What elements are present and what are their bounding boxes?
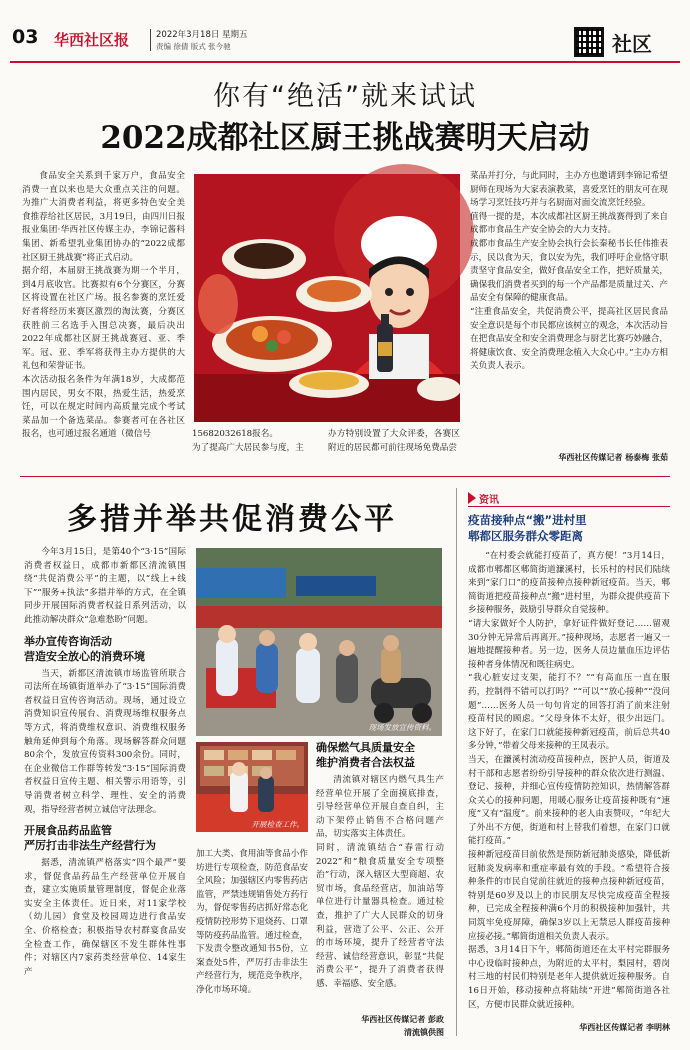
article1-col4: 菜品并打分，与此同时，主办方也邀请到李锦记希望厨师在现场为大家表演教菜，喜爱烹饪的朋友可在现场学习烹饪技巧并与名厨面对面交流烹饪经验。 值得一提的是，本次成都社区厨王挑战赛得到了来自成都市食品生产安全协会的大力支持。 成都市食品生产安全协会执行会长秦秘书长任伟推表示，民以食为天，食以安为先，我们呼吁企业恪守职责坚守食品安全，做好食品安全工作，把好质量关，确保我们消费者买到的每一个产品都是质量过关、产品安全有保障的健康食品。 “注重食品安全，共促消费公平，提高社区居民食品安全意识是每个市民都应该树立的观念，本次活动旨在把食品安全和安全消费理念与厨艺比赛巧妙融合，将健康饮食、安全消费理念植入大众心中。”主办方相关负责人表示。: [470, 171, 668, 372]
sidebar-tag-label: 资讯: [479, 494, 499, 506]
page-header: [0, 0, 690, 62]
photo-consultation: [196, 548, 442, 736]
paper-name: 华西社区报: [54, 31, 130, 49]
article2-col-left: 今年3月15日，是第40个“3·15”国际消费者权益日，成都市新都区清流镇围绕“共促消费公平”的主题，以“线上+线下”“服务+执法”多措并举的方式，在全镇同步开展国际消费者权益日系列活动，以此推动解决群众“急难愁盼”问题。 举办宣传咨询活动 营造安全放心的消费环境 当天，新都区清流镇市场监管所联合司法所在场镇街道举办了“3·15”国际消费者权益日宣传咨询活动。现场，通过设立消费知识宣传展台、消费现场维权服务点等方式，将消费维权意识、消费维权服务触角延伸到每个角落。现场解答群众问题80余个，发放宣传资料300余份。同时，在企业微信工作群等转发“3·15”国际消费者权益日宣传主题、相关警示用语等，引导消费者树立科学、理性、安全的消费观，指导经营者树立诚信守法理念。 开展食品药品监管 严厉打击非法生产经营行为 据悉，清流镇严格落实“四个最严”要求，督促食品药品生产经营单位开展自查，建立实施质量管理制度，督促企业落实安全主体责任。近日来，对11家学校（幼儿园）食堂及校园周边进行食品安全、价格检查；积极指导农村群宴食品安全检查工作，确保辖区不发生群体性事件；对辖区内7家药类经营单位、14家生产: [24, 547, 186, 977]
cook-illustration: [194, 174, 460, 422]
article1-kicker: 你有“绝活”就来试试: [213, 81, 477, 112]
article1-credit: 华西社区传媒记者 杨泰梅 张茹: [558, 452, 668, 462]
article2-credit1: 华西社区传媒记者 彭政: [361, 1014, 444, 1024]
sidebar-tag: [468, 491, 499, 505]
article1-col3: 办方特别设置了大众评委，各赛区附近的居民都可前往现场免费品尝: [328, 429, 460, 453]
issue-date: 2022年3月18日 星期五: [156, 30, 248, 40]
qr-code: [574, 27, 604, 57]
header-rule: [10, 61, 680, 63]
section-label: 社区: [612, 32, 652, 56]
cook-illustration-art: [194, 174, 460, 422]
article2-col-mid: 加工大类、食用油等食品小作坊进行专项检查，防范食品安全风险；加强辖区内零售药店监管，严禁违规销售处方药行为，督促零售药店抓好常态化疫情防控形势下退烧药、口罩等防疫药品监管。通过检查，下发责令整改通知书5份，立案查处5件，严厉打击非法生产经营行为，规范竞争秩序，净化市场环境。: [196, 849, 308, 995]
header-divider: [150, 29, 151, 51]
article2-col-right: 确保燃气具质量安全 维护消费者合法权益 清流镇对辖区内燃气具生产经营单位开展了全面摸底排查，引导经营单位开展自查自纠，主动下架停止销售不合格问题产品，切实落实主体责任。 同时，清流镇结合“春雷行动2022”和“粮食质量安全专项整治”行动，深入辖区大型商超、农贸市场，食品经营店，加油站等单位进行计量器具检查。通过检查，推护了广大人民群众的切身利益，营造了公平、公正、公开的市场环境，提升了经营者守法经营、诚信经营意识，彰显“共促消费公平”，提升了消费者获得感、幸福感、安全感。: [316, 741, 444, 989]
section-rule: [20, 476, 670, 477]
sidebar-headline: 疫苗接种点“搬”进村里 郫都区服务群众零距离: [468, 513, 587, 543]
article2-credit2: 清流镇供图: [404, 1027, 444, 1037]
sidebar-body: “在村委会就能打疫苗了，真方便！”3月14日，成都市郫都区郫简街道濂溪村，长乐村的村民们陆续来到“家门口”的疫苗接种点接种新冠疫苗。当天，郫简街道把疫苗接种点“搬”进村里，为群众提供疫苗下乡接种服务，鼓励引导群众自觉接种。 “请大家做好个人防护，拿好证件做好登记……留观30分钟无异常后再离开。”接种现场，志愿者一遍又一遍地提醒接种者。另一边，医务人员边量血压边评估接种者身体情况和既往病史。 “我心脏安过支架，能打不？”“有高血压一直在服药，控制得不错可以打吗？”“可以”“放心接种”“没问题”……医务人员一句句肯定的回答打消了前来注射疫苗村民的顾虑。“父母身体不太好，很少出远门。这下好了，在家门口就能接种新冠疫苗，前后总共40多分钟，”带着父母来接种的王凤表示。 当天，在濂溪村流动疫苗接种点，医护人员，街道及村干部和志愿者纷纷引导接种的群众依次进行测温、登记、接种，并细心宣传疫情防控知识，热情解答群众关心的接种问题，用暖心服务让疫苗接种既有“速度”又有“温度”。前来接种的老人由衷赞叹，“年纪大了外出不方便，街道和村上替我们着想，在家门口就能打疫苗。” 接种新冠疫苗目前依然是预防新冠肺炎感染，降低新冠肺炎发病率和重症率最有效的手段。“希望符合接种条件的市民自觉前往就近的接种点接种新冠疫苗，特别是60岁及以上的市民朋友尽快完成疫苗全程接种，已完成全程接种满6个月的积极接种加强针，共同筑牢免疫屏障，确保3岁以上无禁忌人群疫苗接种应接必接。”郫简街道相关负责人表示。 据悉，3月14日下午，郫简街道还在太平村完群服务中心设临时接种点，为附近的太平村，梨园村，碧岗村三地的村民们特别是老年人提供就近接种服务。自16日开始，移动接种点将陆续“开进”郫简街道各社区，方便市民群众就近接种。: [468, 551, 670, 1010]
article1-headline: 2022成都社区厨王挑战赛明天启动: [100, 120, 590, 156]
article2-headline: 多措并举共促消费公平: [67, 502, 397, 537]
article1-col2: 15682032618报名。 为了提高广大居民参与度，主: [192, 429, 304, 453]
subheading-gas: 确保燃气具质量安全 维护消费者合法权益: [316, 741, 415, 769]
sidebar-divider: [456, 488, 457, 1036]
editors: 责编 徐倩 版式 张今驰: [156, 42, 231, 51]
consultation-photo-art: [196, 548, 442, 736]
subheading-consult: 举办宣传咨询活动 营造安全放心的消费环境: [24, 634, 145, 663]
photo-inspection-caption: 开展检查工作。: [251, 820, 304, 829]
article1-col1: 食品安全关系到千家万户，食品安全消费一直以来也是大众重点关注的问题。为推广大消费者利益，将更多特色安全美食推荐给社区居民，3月19日，由四川日报报业集团·华西社区传媒主办，李锦记酱料集团、新希望乳业集团协办的“2022成都社区厨王挑战赛”将正式启动。 据介绍，本届厨王挑战赛为期一个半月，到4月底收官。比赛拟有6个分赛区，分赛区将设置在社区广场。报名参赛的烹饪爱好者将经历来赛区激烈的淘汰赛，分赛区获胜前三名选手入围总决赛，最后决出2022年成都社区厨王挑战赛冠、亚、季军。冠、亚、季军将获得主办方提供的大礼包和荣誉证书。 本次活动报名条件为年满18岁，大成都范围内居民，男女不限，热爱生活，热爱烹饪，可以在规定时间内高质量完成个考试菜品加一个备选菜品。参赛者可在各社区报名，也可通过报名通道（微信号: [22, 171, 185, 440]
photo-inspection: [196, 742, 308, 832]
photo-consultation-caption: 现场发放宣传资料。: [368, 723, 436, 732]
sidebar-tag-mark: [468, 492, 476, 504]
sidebar-tag-rule: [468, 506, 670, 507]
subheading-food-drug: 开展食品药品监管 严厉打击非法生产经营行为: [24, 824, 156, 853]
sidebar-credit: 华西社区传媒记者 李明林: [579, 1022, 670, 1032]
page-number: 03: [12, 26, 39, 48]
